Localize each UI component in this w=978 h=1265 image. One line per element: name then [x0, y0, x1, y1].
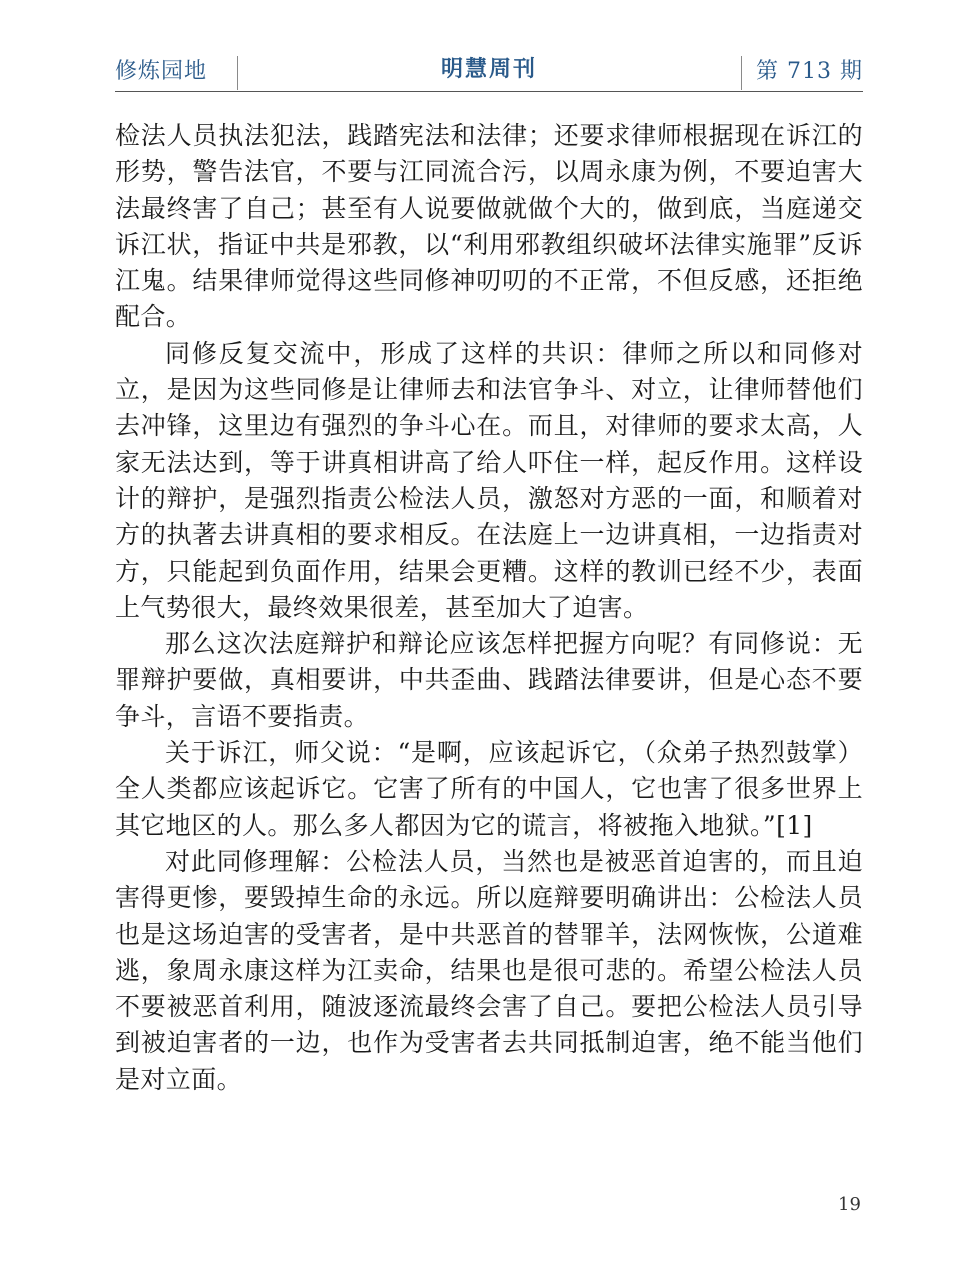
header-rule: [115, 91, 863, 92]
paragraph: 那么这次法庭辩护和辩论应该怎样把握方向呢？有同修说：无罪辩护要做，真相要讲，中共歪曲、践踏法律要讲，但是心态不要争斗，言语不要指责。: [115, 629, 863, 731]
paragraph: 关于诉江，师父说：“是啊，应该起诉它，（众弟子热烈鼓掌）全人类都应该起诉它。它害了所有的中国人，它也害了很多世界上其它地区的人。那么多人都因为它的谎言，将被拖入地狱。”[1]: [115, 738, 863, 840]
section-title: 修炼园地: [115, 59, 208, 84]
paragraph: 对此同修理解：公检法人员，当然也是被恶首迫害的，而且迫害得更惨，要毁掉生命的永远。所以庭辩要明确讲出：公检法人员也是这场迫害的受害者，是中共恶首的替罪羊，法网恢恢，公道难逃，象周永康这样为江卖命，结果也是很可悲的。希望公检法人员不要被恶首利用，随波逐流最终会害了自己。要把公检法人员引导到被迫害者的一边，也作为受害者去共同抵制迫害，绝不能当他们是对立面。: [115, 846, 863, 1094]
page-header: [115, 52, 863, 92]
paragraph-continued: 检法人员执法犯法，践踏宪法和法律；还要求律师根据现在诉江的形势，警告法官，不要与江同流合污，以周永康为例，不要迫害大法最终害了自己；甚至有人说要做就做个大的，做到底，当庭递交诉江状，指证中共是邪教，以“利用邪教组织破坏法律实施罪”反诉江鬼。结果律师觉得这些同修神叨叨的不正常，不但反感，还拒绝配合。: [115, 121, 863, 332]
header-divider-right: [741, 56, 742, 90]
page-number: 19: [838, 1194, 861, 1215]
publication-title: 明慧周刊: [440, 56, 537, 82]
paragraph: 同修反复交流中，形成了这样的共识：律师之所以和同修对立，是因为这些同修是让律师去和法官争斗、对立，让律师替他们去冲锋，这里边有强烈的争斗心在。而且，对律师的要求太高，人家无法达到，等于讲真相讲高了给人吓住一样，起反作用。这样设计的辩护，是强烈指责公检法人员，激怒对方恶的一面，和顺着对方的执著去讲真相的要求相反。在法庭上一边讲真相，一边指责对方，只能起到负面作用，结果会更糟。这样的教训已经不少，表面上气势很大，最终效果很差，甚至加大了迫害。: [115, 338, 863, 622]
issue-number: 第 713 期: [756, 59, 863, 84]
article-body: [115, 118, 863, 1098]
